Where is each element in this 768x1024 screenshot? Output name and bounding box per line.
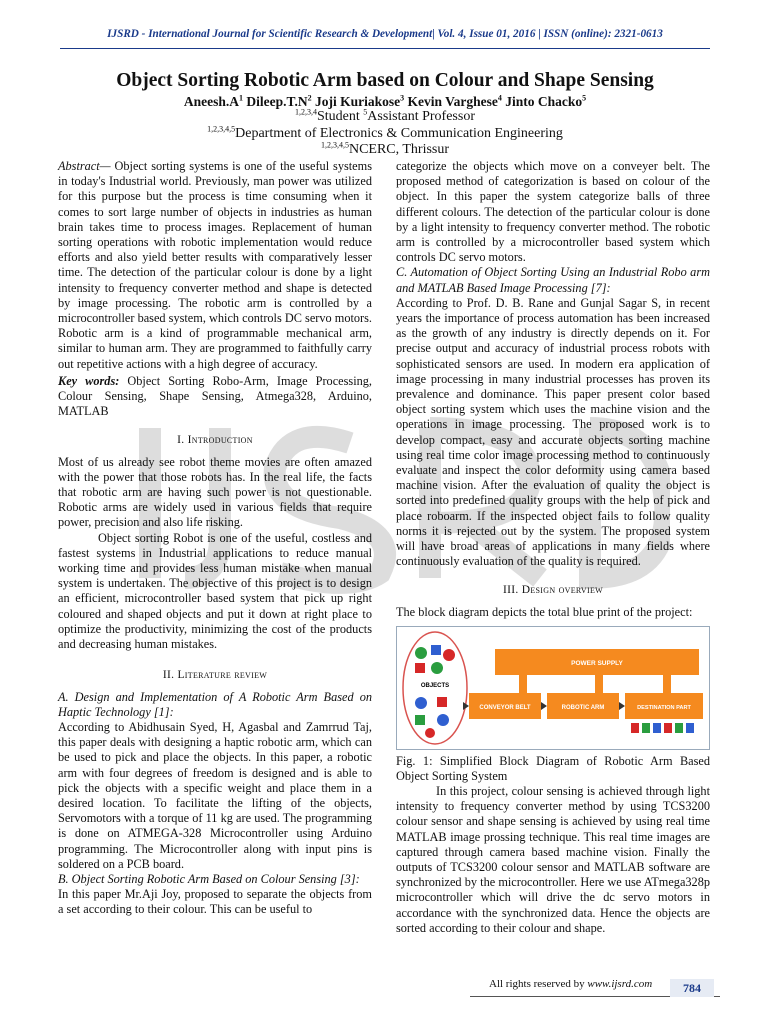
page-number: 784 (670, 979, 714, 997)
figure-caption: Fig. 1: Simplified Block Diagram of Robotic Arm Based Object Sorting System (396, 753, 710, 783)
power-supply-label: POWER SUPPLY (571, 659, 623, 667)
abstract: Abstract— Object sorting systems is one of the useful systems in today's Industrial world. Previously, man power was utilized for this purpose but the process is time consuming when it comes to sort large number of objects in industries as human brain takes time to process images. Replacement of human sorting operations with robotic implementation would reduce efforts and also yield better results with comparatively lesser time. The detection of the particular colour is done by a light intensity to frequency converter method and shape is detected by image processing. The robotic arm is controlled by a microcontroller based system, which controls DC servo motors. Robotic arm is a kind of programmable mechanical arm, similar to human arm. They are programmed to faithfully carry out repetitive actions with a high degree of accuracy. (58, 159, 372, 371)
object-shape (443, 649, 455, 661)
paragraph: According to Prof. D. B. Rane and Gunjal Sagar S, in recent years the importance of process automation has been increased as the growth of any industry is directly depends on it. For precise output and accuracy of industrial process robots with sophisticated sensors are used. In modern era application of image processing in many industrial processes has proven its prevalence and dominance. This paper present color based object sorting system which uses the machine vision and the operations in image processing. The proposed work is to develop compact, easy and accurate objects sorting machine using real time color image processing method to continuously evaluate and inspect the color deformity using camera based machine vision. After the evaluation of quality the object is sorted into predefined quality groups with the help of pick and place roboarm. If the inspected object fails to follow quality norms it is rejected out by the system. The proposed system will have broad areas of applications in many fields where continuously evaluation of the quality is required. (396, 295, 710, 569)
objects-label: OBJECTS (420, 682, 450, 689)
paragraph: The block diagram depicts the total blue print of the project: (396, 604, 693, 619)
subsection-heading: C. Automation of Object Sorting Using an Industrial Robo arm and MATLAB Based Image Processing [7]: (396, 265, 710, 295)
robotic-arm-label: ROBOTIC ARM (561, 704, 605, 711)
footer-text: All rights reserved by www.ijsrd.com (489, 978, 653, 990)
section-heading-design-overview: III. Design overview (503, 584, 603, 597)
destination-label: DESTINATION PART (637, 704, 691, 711)
author-name: Kevin Varghese (407, 94, 498, 109)
object-shape (425, 728, 435, 738)
right-column (396, 159, 710, 936)
subsection-heading: A. Design and Implementation of A Robotic Arm Based on Haptic Technology [1]: (58, 689, 372, 719)
affiliation-institution: $^{1,2,3,4,5}$NCERC, Thrissur (320, 140, 450, 157)
bin-icon (642, 723, 650, 733)
paragraph: Object sorting Robot is one of the useful, costless and fastest systems in Industrial applications to reduce manual working time and provides less human mistake when manual system is undertaken. The objective of this project is to design an efficient, microcontroller based system that pick up right coloured and shaped objects and put it down at right place to optimize the productivity, minimizing the cost of the products and decreasing human mistakes. (58, 530, 372, 652)
object-shape (431, 645, 441, 655)
keywords: Key words: Object Sorting Robo-Arm, Image Processing, Colour Sensing, Shape Sensing, Atmega328, Arduino, MATLAB (58, 373, 372, 419)
object-shape (415, 697, 427, 709)
paragraph: categorize the objects which move on a conveyer belt. The proposed method of categorization is based on colour of the object. In this paper the system categorize balls of three different colours. The detection of the particular colour is done by a light intensity to frequency converter method. The robotic arm is controlled by a microcontroller based system which controls DC servo motors. (396, 159, 710, 265)
object-shape (415, 647, 427, 659)
header-rule (60, 48, 710, 49)
subsection-heading: B. Object Sorting Robotic Arm Based on Colour Sensing [3]: (58, 871, 360, 886)
author-name: Aneesh.A (183, 94, 239, 109)
bin-icon (631, 723, 639, 733)
arrow-icon (541, 702, 547, 710)
conveyor-belt-label: CONVEYOR BELT (479, 704, 531, 711)
section-heading-literature-review: II. Literature review (162, 669, 268, 682)
paragraph: In this project, colour sensing is achieved through light intensity to frequency converter method by using TCS3200 colour sensor and shape sensing is achieved by using real time MATLAB image prossing technique. This real time images are captured through camera based machine vision. Finally the outputs of TCS3200 colour sensor and MATLAB software are synchronized by the microcontroller. Here we use ATmega328p microcontroller which will drive the dc servo motors in accordance with the synchronized data. Hence the objects are sorted according to their colour and shape. (396, 783, 710, 935)
connector (595, 675, 603, 693)
bin-icon (653, 723, 661, 733)
author-name: Jinto Chacko (505, 94, 583, 109)
affiliation-role: $^{1,2,3,4}$Student $^5$Assistant Professor (294, 107, 475, 124)
left-column (58, 159, 372, 918)
paragraph: Most of us already see robot theme movies are often amazed with the power that those robots has. In the real life, the facts that robotic arm are having such power is not questionable. Robotic arms are widely used in various fields that require power, precision and also life risking. (58, 454, 372, 530)
bin-icon (686, 723, 694, 733)
block-diagram (397, 627, 709, 749)
block-diagram-figure (396, 626, 710, 750)
paper-title: Object Sorting Robotic Arm based on Colour and Shape Sensing (116, 70, 654, 91)
arrow-icon (619, 702, 625, 710)
object-shape (437, 697, 447, 707)
author-name: Dileep.T.N (246, 94, 308, 109)
paragraph: In this paper Mr.Aji Joy, proposed to separate the objects from a set according to their colour. This can be useful to (58, 887, 372, 917)
object-shape (431, 662, 443, 674)
object-shape (415, 663, 425, 673)
affiliation-department: $^{1,2,3,4,5}$Department of Electronics & Communication Engineering (207, 124, 563, 141)
connector (519, 675, 527, 693)
section-heading-introduction: I. Introduction (177, 434, 253, 447)
author-name: Joji Kuriakose (314, 94, 401, 109)
author-list: $Aneesh.A^1$ $Dileep.T.N^2$ Joji Kuriakose$^3$ Kevin Varghese$^4$ Jinto Chacko$^5$ (183, 93, 587, 109)
bin-icon (675, 723, 683, 733)
connector (663, 675, 671, 693)
object-shape (437, 714, 449, 726)
footer-link[interactable]: www.ijsrd.com (587, 978, 653, 990)
object-shape (415, 715, 425, 725)
journal-header: IJSRD - International Journal for Scientific Research & Development| Vol. 4, Issue 01, 2016 | ISSN (online): 2321-0613 (107, 28, 663, 40)
bin-icon (664, 723, 672, 733)
paragraph: According to Abidhusain Syed, H, Agasbal and Zamrrud Taj, this paper deals with designing a haptic robotic arm, which can be used to pick and place the objects. In this paper, a robotic arm with four degrees of freedom is designed and is able to pick the objects with a specific weight and place them in a desired location. To facilitate the lifting of the objects, Servomotors with a torque of 11 kg are used. The programming is done on ATMEGA-328 Microcontroller using Arduino programming. The Microcontroller along with input pins is soldered on a PCB board. (58, 719, 372, 871)
